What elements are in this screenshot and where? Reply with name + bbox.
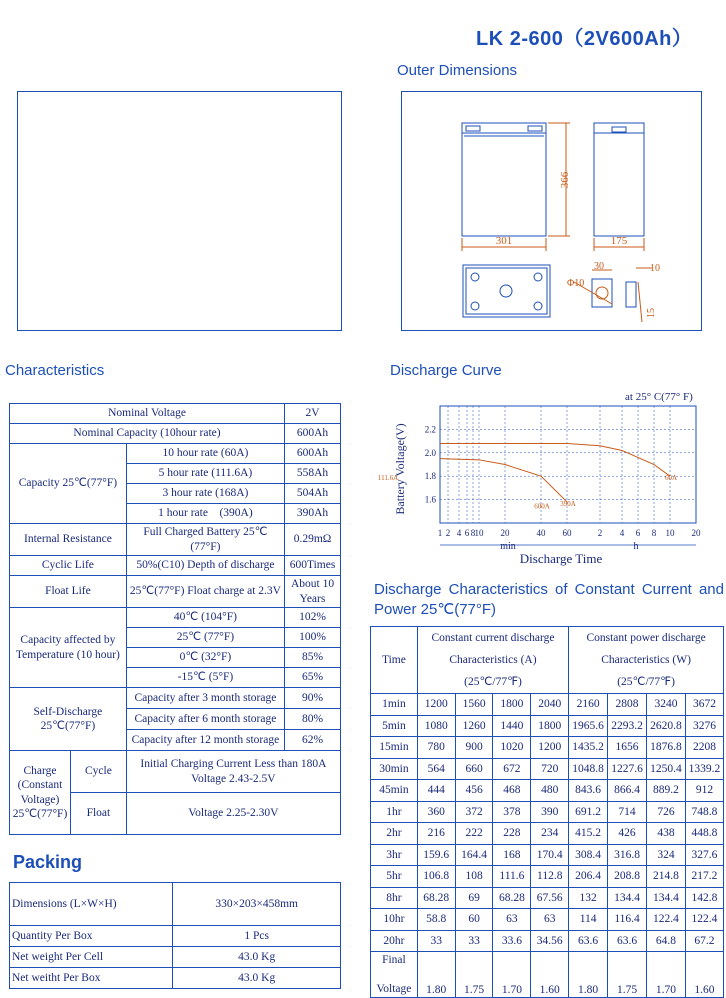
row-value: 456: [455, 780, 493, 802]
constant-row: [371, 887, 724, 909]
nominal-voltage-label: Nominal Voltage: [10, 404, 285, 424]
float-life-value: About 10 Years: [285, 576, 341, 608]
row-value: 112.8: [531, 866, 569, 888]
row-value: 63: [531, 909, 569, 931]
y-tick-label: 2.2: [424, 424, 436, 435]
row-value: 234: [531, 823, 569, 845]
x-tick-label-h: 20: [691, 528, 701, 538]
row-value: 2808: [608, 694, 647, 716]
capacity-value: 504Ah: [285, 484, 341, 504]
y-tick-label: 1.6: [424, 494, 436, 505]
row-value: 415.2: [569, 823, 608, 845]
packing-value: 43.0 Kg: [173, 968, 341, 989]
charge-cycle-value: Initial Charging Current Less than 180A Voltage 2.43-2.5V: [126, 751, 340, 793]
final-voltage: 1.75: [455, 952, 493, 998]
row-time: 8hr: [371, 887, 418, 909]
characteristics-heading: Characteristics: [5, 362, 105, 379]
row-time: 5min: [371, 715, 418, 737]
capacity-value: 600Ah: [285, 444, 341, 464]
row-value: 1200: [417, 694, 455, 716]
self-discharge-cond: Capacity after 3 month storage: [126, 688, 284, 709]
constant-row: [371, 823, 724, 845]
row-value: 69: [455, 887, 493, 909]
outer-dimensions-heading: Outer Dimensions: [397, 62, 518, 79]
row-value: 67.2: [685, 930, 723, 952]
row-value: 912: [685, 780, 723, 802]
row-value: 468: [493, 780, 531, 802]
internal-resistance-label: Internal Resistance: [10, 524, 127, 556]
row-value: 448.8: [685, 823, 723, 845]
x-tick-label-h: 6: [635, 528, 641, 538]
constant-row: [371, 930, 724, 952]
chart-y-ticks: [425, 424, 437, 504]
charge-float-label: Float: [70, 793, 126, 835]
row-value: 480: [531, 780, 569, 802]
final-voltage: 1.80: [569, 952, 608, 998]
row-value: 208.8: [608, 866, 647, 888]
constant-heading: Discharge Characteristics of Constant Current and Power 25℃(77°F): [374, 581, 724, 618]
self-discharge-cond: Capacity after 12 month storage: [126, 730, 284, 751]
constant-row: [371, 737, 724, 759]
packing-label: Quantity Per Box: [10, 926, 173, 947]
self-discharge-value: 62%: [285, 730, 341, 751]
row-value: 1080: [417, 715, 455, 737]
row-value: 1227.6: [608, 758, 647, 780]
row-value: 1800: [493, 694, 531, 716]
side-view: [594, 123, 644, 236]
self-discharge-value: 90%: [285, 688, 341, 709]
row-value: 33: [417, 930, 455, 952]
row-value: 33: [455, 930, 493, 952]
packing-label: Dimensions (L×W×H): [10, 883, 173, 926]
constant-row: [371, 866, 724, 888]
row-value: 1800: [531, 715, 569, 737]
row-value: 866.4: [608, 780, 647, 802]
row-value: 206.4: [569, 866, 608, 888]
charge-float-value: Voltage 2.25-2.30V: [126, 793, 340, 835]
row-value: 2208: [685, 737, 723, 759]
x-tick-label-min: 6: [464, 528, 470, 538]
self-discharge-cond: Capacity after 6 month storage: [126, 709, 284, 730]
capacity-value: 390Ah: [285, 504, 341, 524]
discharge-curve-chart: [377, 384, 718, 570]
final-voltage: 1.60: [685, 952, 723, 998]
dim-width: 175: [610, 235, 628, 247]
capacity-rate: 1 hour rate (390A): [126, 504, 284, 524]
min-label: min: [500, 541, 516, 552]
constant-row: [371, 694, 724, 716]
dim-10: 10: [650, 263, 660, 274]
packing-label: Net weitht Per Box: [10, 968, 173, 989]
x-tick-label-h: 4: [619, 528, 625, 538]
row-value: 564: [417, 758, 455, 780]
row-time: 20hr: [371, 930, 418, 952]
row-time: 10hr: [371, 909, 418, 931]
constant-row: [371, 780, 724, 802]
dimension-drawing-frame: [401, 91, 702, 331]
product-image-frame: [17, 91, 342, 331]
final-voltage: 1.80: [417, 952, 455, 998]
temperature: -15℃ (5°F): [126, 668, 284, 688]
capacity-rate: 3 hour rate (168A): [126, 484, 284, 504]
packing-value: 1 Pcs: [173, 926, 341, 947]
row-value: 1965.6: [569, 715, 608, 737]
row-value: 2040: [531, 694, 569, 716]
row-value: 58.8: [417, 909, 455, 931]
h-label: h: [633, 541, 639, 552]
row-value: 2293.2: [608, 715, 647, 737]
constant-row: [371, 844, 724, 866]
charge-label: Charge (Constant Voltage) 25℃(77°F): [10, 751, 71, 835]
self-discharge-value: 80%: [285, 709, 341, 730]
chart-x-ticks: [438, 528, 701, 538]
final-voltage: 1.60: [531, 952, 569, 998]
row-value: 900: [455, 737, 493, 759]
internal-resistance-value: 0.29mΩ: [285, 524, 341, 556]
temperature-label: Capacity affected by Temperature (10 hour): [10, 608, 127, 688]
row-value: 372: [455, 801, 493, 823]
x-tick-label-h: 8: [651, 528, 657, 538]
chart-y-label: Battery Voltage(V): [393, 423, 407, 515]
nominal-capacity-value: 600Ah: [285, 424, 341, 444]
row-value: 1440: [493, 715, 531, 737]
row-value: 33.6: [493, 930, 531, 952]
curve-label: 600A: [534, 502, 550, 511]
row-value: 60: [455, 909, 493, 931]
row-value: 1200: [531, 737, 569, 759]
chart-x-label: Discharge Time: [519, 551, 603, 566]
row-time: 2hr: [371, 823, 418, 845]
x-tick-label-h: 10: [665, 528, 675, 538]
row-value: 2160: [569, 694, 608, 716]
dimension-drawing: [402, 92, 701, 330]
row-value: 308.4: [569, 844, 608, 866]
final-label-2: Voltage: [376, 982, 412, 995]
final-label-1: Final: [382, 953, 406, 966]
row-value: 114: [569, 909, 608, 931]
row-value: 3276: [685, 715, 723, 737]
row-value: 64.8: [647, 930, 686, 952]
characteristics-table: [9, 403, 341, 835]
final-voltage: 1.70: [493, 952, 531, 998]
x-tick-label-min: 20: [500, 528, 510, 538]
row-value: 142.8: [685, 887, 723, 909]
final-voltage-label: [371, 952, 418, 998]
row-time: 3hr: [371, 844, 418, 866]
final-voltage: 1.75: [608, 952, 647, 998]
row-value: 132: [569, 887, 608, 909]
row-value: 843.6: [569, 780, 608, 802]
self-discharge-label: Self-Discharge 25℃(77°F): [10, 688, 127, 751]
packing-label: Net weight Per Cell: [10, 947, 173, 968]
capacity-rate: 10 hour rate (60A): [126, 444, 284, 464]
row-time: 15min: [371, 737, 418, 759]
row-value: 1260: [455, 715, 493, 737]
dim-terminal-dia: Φ10: [567, 278, 585, 289]
cyclic-life-cond: 50%(C10) Depth of discharge: [126, 556, 284, 576]
row-value: 714: [608, 801, 647, 823]
time-header: Time: [371, 627, 418, 694]
front-view: [462, 123, 546, 236]
row-value: 122.4: [647, 909, 686, 931]
row-value: 316.8: [608, 844, 647, 866]
row-value: 672: [493, 758, 531, 780]
chart-curves: [378, 443, 677, 510]
row-value: 216: [417, 823, 455, 845]
temperature-value: 65%: [285, 668, 341, 688]
row-value: 106.8: [417, 866, 455, 888]
temperature-value: 102%: [285, 608, 341, 628]
final-voltage: 1.70: [647, 952, 686, 998]
row-value: 217.2: [685, 866, 723, 888]
charge-cycle-label: Cycle: [70, 751, 126, 793]
row-value: 111.6: [493, 866, 531, 888]
temperature-value: 100%: [285, 628, 341, 648]
x-tick-label-min: 60: [562, 528, 572, 538]
row-value: 720: [531, 758, 569, 780]
row-value: 780: [417, 737, 455, 759]
dim-30: 30: [594, 261, 604, 272]
row-value: 748.8: [685, 801, 723, 823]
row-value: 1656: [608, 737, 647, 759]
dim-height: 366: [559, 171, 571, 189]
chart-condition: at 25° C(77° F): [625, 391, 693, 403]
row-value: 660: [455, 758, 493, 780]
internal-resistance-cond: Full Charged Battery 25℃ (77°F): [126, 524, 284, 556]
temperature: 0℃ (32°F): [126, 648, 284, 668]
temperature: 40℃ (104°F): [126, 608, 284, 628]
row-value: 68.28: [417, 887, 455, 909]
nominal-capacity-label: Nominal Capacity (10hour rate): [10, 424, 285, 444]
row-time: 30min: [371, 758, 418, 780]
row-value: 2620.8: [647, 715, 686, 737]
curve-label: 390A: [560, 499, 576, 508]
x-tick-label-min: 1: [437, 528, 443, 538]
row-time: 5hr: [371, 866, 418, 888]
cyclic-life-value: 600Times: [285, 556, 341, 576]
row-value: 67.56: [531, 887, 569, 909]
row-value: 63.6: [608, 930, 647, 952]
constant-table: [370, 626, 724, 998]
row-value: 438: [647, 823, 686, 845]
row-value: 222: [455, 823, 493, 845]
temperature: 25℃ (77°F): [126, 628, 284, 648]
capacity-value: 558Ah: [285, 464, 341, 484]
row-value: 168: [493, 844, 531, 866]
row-time: 1min: [371, 694, 418, 716]
capacity-label: Capacity 25℃(77°F): [10, 444, 127, 524]
row-value: 1020: [493, 737, 531, 759]
x-tick-label-min: 4: [456, 528, 462, 538]
row-value: 444: [417, 780, 455, 802]
row-value: 726: [647, 801, 686, 823]
row-time: 1hr: [371, 801, 418, 823]
power-header: Constant power discharge Characteristics (W) (25℃/77℉): [569, 627, 724, 694]
row-value: 1435.2: [569, 737, 608, 759]
x-tick-label-min: 10: [474, 528, 484, 538]
constant-row: [371, 715, 724, 737]
constant-row: [371, 758, 724, 780]
row-value: 390: [531, 801, 569, 823]
x-tick-label-h: 2: [597, 528, 603, 538]
x-tick-label-min: 2: [445, 528, 451, 538]
curve-label: 111.6A: [377, 474, 399, 483]
row-value: 327.6: [685, 844, 723, 866]
row-value: 63: [493, 909, 531, 931]
row-value: 3672: [685, 694, 723, 716]
x-tick-label-min: 8: [470, 528, 476, 538]
row-value: 1876.8: [647, 737, 686, 759]
row-value: 214.8: [647, 866, 686, 888]
packing-heading: Packing: [13, 852, 83, 872]
packing-value: 43.0 Kg: [173, 947, 341, 968]
row-value: 378: [493, 801, 531, 823]
row-value: 324: [647, 844, 686, 866]
row-value: 108: [455, 866, 493, 888]
row-time: 45min: [371, 780, 418, 802]
nominal-voltage-value: 2V: [285, 404, 341, 424]
row-value: 34.56: [531, 930, 569, 952]
row-value: 691.2: [569, 801, 608, 823]
float-life-cond: 25℃(77°F) Float charge at 2.3V: [126, 576, 284, 608]
y-tick-label: 2.0: [424, 447, 436, 458]
row-value: 889.2: [647, 780, 686, 802]
temperature-value: 85%: [285, 648, 341, 668]
row-value: 116.4: [608, 909, 647, 931]
constant-row: [371, 801, 724, 823]
dim-length: 301: [495, 235, 513, 247]
row-value: 1048.8: [569, 758, 608, 780]
discharge-curve-heading: Discharge Curve: [390, 362, 502, 379]
dim-15: 15: [646, 308, 657, 318]
row-value: 159.6: [417, 844, 455, 866]
row-value: 134.4: [608, 887, 647, 909]
row-value: 3240: [647, 694, 686, 716]
y-tick-label: 1.8: [424, 471, 436, 482]
row-value: 360: [417, 801, 455, 823]
capacity-rate: 5 hour rate (111.6A): [126, 464, 284, 484]
packing-value: 330×203×458mm: [173, 883, 341, 926]
row-value: 63.6: [569, 930, 608, 952]
row-value: 426: [608, 823, 647, 845]
current-header: Constant current discharge Characteristics (A) (25℃/77℉): [417, 627, 568, 694]
row-value: 228: [493, 823, 531, 845]
x-tick-label-min: 40: [536, 528, 546, 538]
row-value: 122.4: [685, 909, 723, 931]
row-value: 68.28: [493, 887, 531, 909]
row-value: 1339.2: [685, 758, 723, 780]
curve-label: 60A: [664, 474, 678, 483]
row-value: 164.4: [455, 844, 493, 866]
constant-row: [371, 909, 724, 931]
row-value: 1560: [455, 694, 493, 716]
packing-table: [9, 882, 341, 989]
row-value: 1250.4: [647, 758, 686, 780]
row-value: 170.4: [531, 844, 569, 866]
page-title: LK 2-600（2V600Ah）: [476, 28, 693, 50]
cyclic-life-label: Cyclic Life: [10, 556, 127, 576]
float-life-label: Float Life: [10, 576, 127, 608]
row-value: 134.4: [647, 887, 686, 909]
